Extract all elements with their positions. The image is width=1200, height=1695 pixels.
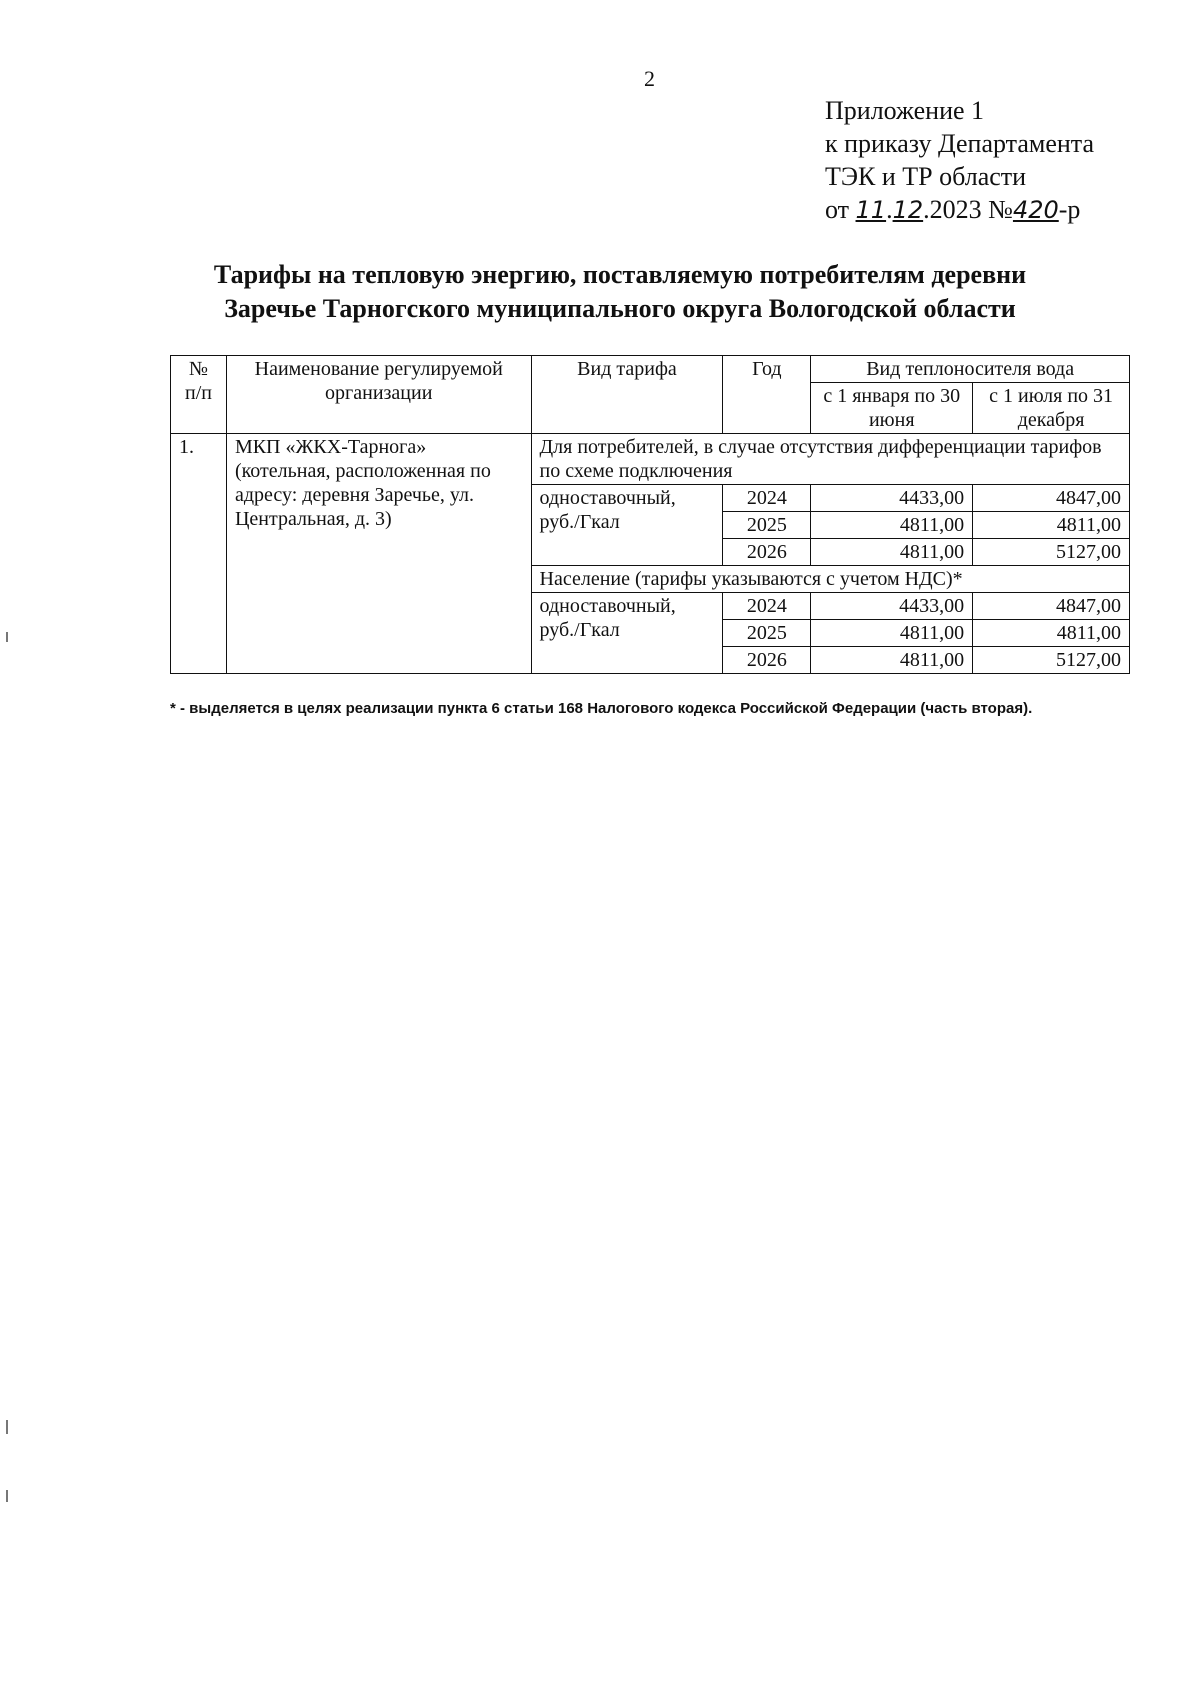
tariff-h2-cell: 4847,00 [973,485,1130,512]
header-carrier: Вид теплоносителя вода [811,356,1130,383]
date-year: .2023 № [923,195,1013,224]
tariff-h2-cell: 4847,00 [973,593,1130,620]
organization-cell: МКП «ЖКХ-Тарнога» (котельная, расположенная по адресу: деревня Заречье, ул. Центральная, д. 3) [226,434,531,674]
tariff-table [170,355,1130,674]
scan-mark [6,1420,8,1434]
tariff-h2-cell: 4811,00 [973,512,1130,539]
tariff-h2-cell: 4811,00 [973,620,1130,647]
appendix-line-1: Приложение 1 [825,96,985,125]
tariff-type-cell: одноставочный, руб./Гкал [531,593,723,674]
tariff-h1-cell: 4433,00 [811,593,973,620]
tariff-h1-cell: 4811,00 [811,620,973,647]
appendix-line-3: ТЭК и ТР области [825,162,1027,191]
tariff-h1-cell: 4811,00 [811,512,973,539]
year-cell: 2025 [723,512,811,539]
document-title [140,258,1100,326]
header-org: Наименование регулируемой организации [226,356,531,434]
header-tariff-type: Вид тарифа [531,356,723,434]
group-label: Население (тарифы указываются с учетом НДС)* [531,566,1129,593]
header-period-2: с 1 июля по 31 декабря [973,383,1130,434]
order-suffix: -р [1058,195,1081,224]
tariff-h1-cell: 4811,00 [811,647,973,674]
header-period-1: с 1 января по 30 июня [811,383,973,434]
scan-mark [6,632,8,642]
page-number: 2 [644,66,655,91]
footnote: * - выделяется в целях реализации пункта 6 статьи 168 Налогового кодекса Российской Федерации (часть вторая). [170,700,1033,717]
tariff-h1-cell: 4433,00 [811,485,973,512]
table-header-row [171,356,1130,383]
year-cell: 2026 [723,539,811,566]
date-month-handwritten: 12 [892,196,924,224]
header-year: Год [723,356,811,434]
year-cell: 2026 [723,647,811,674]
year-cell: 2024 [723,485,811,512]
group-label: Для потребителей, в случае отсутствия дифференциации тарифов по схеме подключения [531,434,1129,485]
tariff-h1-cell: 4811,00 [811,539,973,566]
header-num: № п/п [171,356,227,434]
date-prefix: от [825,195,850,224]
year-cell: 2024 [723,593,811,620]
appendix-header [825,94,1094,227]
row-number: 1. [171,434,227,674]
tariff-h2-cell: 5127,00 [973,647,1130,674]
scan-mark [6,1490,8,1502]
appendix-date-line: от 11.12.2023 №420-р [825,195,1081,224]
tariff-h2-cell: 5127,00 [973,539,1130,566]
tariff-type-cell: одноставочный, руб./Гкал [531,485,723,566]
title-line-2: Заречье Тарногского муниципального округа Вологодской области [224,294,1016,323]
order-number-handwritten: 420 [1012,196,1059,224]
appendix-line-2: к приказу Департамента [825,129,1095,158]
title-line-1: Тарифы на тепловую энергию, поставляемую потребителям деревни [213,260,1027,289]
group-1-label-row [171,434,1130,485]
date-day-handwritten: 11 [855,196,887,224]
year-cell: 2025 [723,620,811,647]
